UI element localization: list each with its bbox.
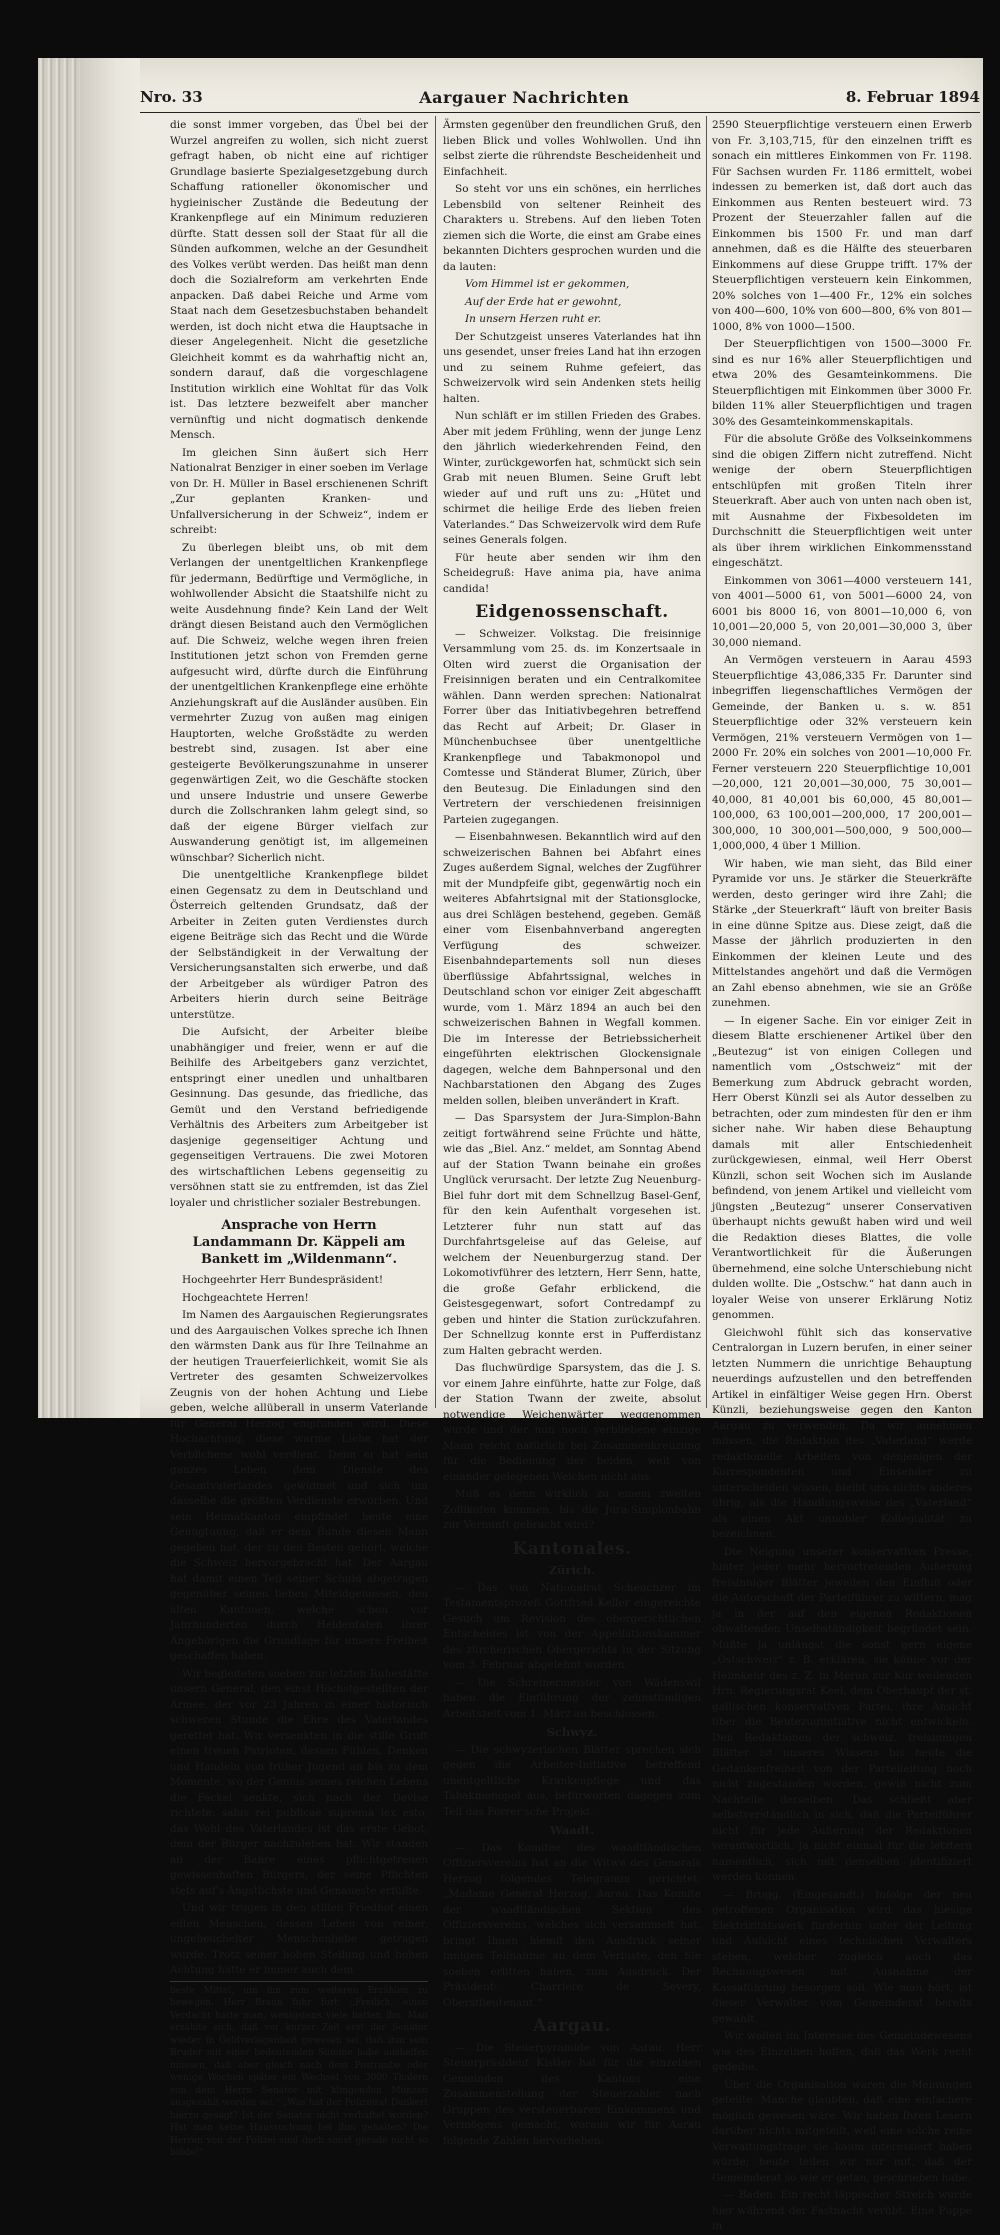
- speech-paragraph: Und wir trugen in den stillen Friedhof einen edlen Menschen, dessen Leben von reiner, ungeheuchelter Menschenliebe getragen wurde. Trotz seiner hohen Stellung und hohen Achtung hatte er immer auch dem: [170, 1902, 428, 1976]
- news-paragraph: An Vermögen versteuern in Aarau 4593 Steuerpflichtige 43,086,335 Fr. Darunter sind inbegriffen liegenschaftliches Vermögen der Gemeinde, der Banken u. s. w. 851 Steuerpflichtige oder 32% versteuern kein Vermögen, 21% versteuern Vermögen von 1—2000 Fr. 20% ein solches von 2001—10,000 Fr. Ferner versteuern 220 Steuerpflichtige 10,001—20,000, 121 20,001—30,000, 75 30,001—40,000, 81 40,001 bis 60,000, 45 80,001—100,000, 63 100,001—200,000, 17 200,001—300,000, 10 300,001—500,000, 9 500,000—1,000,000, 4 über 1 Million.: [712, 654, 972, 852]
- column-3: [712, 118, 972, 2232]
- news-paragraph: — Das Komitee des waadtländischen Offiziersvereins hat an die Witwe des Generals Herzog folgendes Telegramm gerichtet: „Madame General Herzog, Aarau. Das Komite der waadtländischen Sektion des Offiziersvereins, welches sich versammelt hat, bringt Ihnen hiemit den Ausdruck seiner innigen Teilnahme an dem Verluste, den Sie soeben erlitten haben, zum Ausdruck. Der Präsident: Charriere de Severy, Oberstlieutenant.“: [443, 1841, 701, 2009]
- verse-line: In unsern Herzen ruht er.: [465, 313, 602, 325]
- speech-paragraph: So steht vor uns ein schönes, ein herrliches Lebensbild von seltener Reinheit des Charakters u. Strebens. Auf den lieben Toten ziemen sich die Worte, die einst am Grabe eines bekannten Dichters gesprochen wurden und die da lauten:: [443, 183, 701, 273]
- news-paragraph: Der Steuerpflichtigen von 1500—3000 Fr. sind es nur 16% aller Steuerpflichtigen und etwa 20% des Gesamteinkommens. Die Steuerpflichtigen mit Einkommen über 3000 Fr. bilden 11% aller Steuerpflichtigen und tragen 30% des Gesamteinkommenskapitals.: [712, 338, 972, 428]
- section-title-kantonales: Kantonales.: [512, 1538, 632, 1559]
- news-paragraph: 2590 Steuerpflichtige versteuern einen Erwerb von Fr. 3,103,715, für den einzelnen trifft es sonach ein mittleres Einkommen von Fr. 1198. Für Sachsen wurden Fr. 1186 ermittelt, wobei indessen zu bemerken ist, daß dort auch das Einkommen aus Renten besteuert wird. 73 Prozent der Steuerzahler fallen auf die Einkommen bis 1500 Fr. und man darf annehmen, daß es die Hälfte des steuerbaren Einkommens auf diese Gruppe trifft. 17% der Steuerpflichtigen versteuern kein Einkommen, 20% solches von 1—400 Fr., 12% ein solches von 400—600, 10% von 600—800, 6% von 801—1000, 8% von 1000—1500.: [712, 119, 972, 333]
- news-paragraph: — Eisenbahnwesen. Bekanntlich wird auf den schweizerischen Bahnen bei Abfahrt eines Zuges außerdem Signal, welches der Zugführer mit der Mundpfeife gibt, gegenwärtig noch ein weiteres Abfahrtsignal mit der Stationsglocke, aus drei Schlägen bestehend, gegeben. Gemäß einer vom Eisenbahnverband angeregten Verfügung des schweizer. Eisenbahndepartements soll nun dieses überflüssige Abfahrtssignal, welches in Deutschland schon vor einiger Zeit abgeschafft wurde, vom 1. März 1894 an auch bei den schweizerischen Bahnen in Wegfall kommen. Die im Interesse der Betriebssicherheit eingeführten elektrischen Glockensignale dagegen, welche dem Bahnpersonal und den Nachbarstationen den Abgang des Zuges melden sollen, bleiben unverändert in Kraft.: [443, 831, 701, 1107]
- news-paragraph: — Die Steuerpyramide von Aarau. Herr Steuerpräsident Kistler hat für die einzelnen Gemeinden des Kantons eine Zusammenstellung der Steuerzahler nach Gruppen des versteuerbaren Einkommens und Vermögens gemacht, woraus wir für Aarau folgende Zahlen hervorheben:: [443, 2041, 701, 2147]
- article-paragraph: Im gleichen Sinn äußert sich Herr Nationalrat Benziger in einer soeben im Verlage von Dr. H. Müller in Basel erschienenen Schrift „Zur geplanten Kranken- und Unfallversicherung in der Schweiz“, indem er schreibt:: [170, 446, 428, 536]
- issue-number: Nro. 33: [140, 88, 203, 106]
- news-paragraph: — Baden. Ein recht läppischer Streich wurde hier während der Fastnacht verübt. Eine Puppe in: [712, 2189, 972, 2232]
- column-divider-2: [706, 116, 707, 1408]
- feuilleton-footnote: beste Mittel, um ihn zum weiteren Erzählen zu bewegen. Herr Braun fuhr fort: „Freilich, einen Verdacht hatte man, wenigstens viele hatten ihn. Man erzählte sich, daß vor kurzer Zeit erst der Senator wieder in Geldverlegenheit gewesen sei, daß ihm sein Bruder mit einer bedeutenden Summe habe aushelfen müssen, daß aber gleich nach dem Postraube oder wenige Wochen später ein Wechsel von 3000 Thalern von dem Herrn Senator mit klingenden Münzen ausgezahlt worden sei.“ „Was hat der Polizeirat Dankert hierzu gesagt? Ist der Senator nicht verhaftet worden? Hat man keine Haussuchung bei ihm gehalten? Die Herren von der Polizei sind doch sonst gerade nicht so blöde!“: [170, 1981, 428, 2160]
- subsection-zurich: Zürich.: [548, 1563, 596, 1577]
- salutation: Hochgeehrter Herr Bundespräsident!: [182, 1274, 384, 1286]
- news-paragraph: — Die Schreinermeister von Wädenswil haben die Einführung der zehnstündigen Arbeitszeit vom 1. März an beschlossen.: [443, 1676, 701, 1720]
- news-paragraph: Die Neigung unserer konservativen Presse, hinter jeder mehr hervortretenden Äußerung freisinniger Blätter jeweilen den Einfluß oder die Autorschaft der Parteiführer zu wittern, mag ja in der auf den eigenen Redaktionen obwaltenden Unselbständigkeit begründet sein. Mußte ja unlängst die sonst gern eigene „Ostschweiz“ z. B. erklären, sie könne vor der Heimkehr des z. Z. in Meran zur Kur weilenden Hrn. Regierungsrat Keel, dem Oberhaupt der st. gallischen konservativen Partei, ihre Ansicht über die Beutezuginitiative nicht entwickeln. Den Redaktionen der schweiz. freisinnigen Blätter ist unseres Wissens bis heute die Gedankenfreiheit von der Parteileitung noch nicht zugestanden worden, gewiß nicht zum Nachteile derselben. Das schließt aber selbstverständlich in sich, daß die Parteiführer nicht für jede Äußerung der Redaktionen verantwortlich, ja nicht einmal für die letztern namentlich, sich mit denselben identifiziert werden können.: [712, 1545, 972, 1883]
- verse-line: Auf der Erde hat er gewohnt,: [465, 295, 622, 308]
- article-paragraph: die sonst immer vorgeben, das Übel bei der Wurzel angreifen zu wollen, sich nicht zuerst gefragt haben, ob nicht eine auf richtiger Grundlage basierte Spezialgesetzgebung durch Schaffung rationeller ökonomischer und hygieinischer Zustände die Bedeutung der Krankenpflege auf ein Minimum reduzieren dürfte. Statt dessen soll der Staat für all die Sünden aufkommen, welche an der Gesundheit des Volkes verübt werden. Das heißt man denn doch die Sozialreform am verkehrten Ende anpacken. Daß dabei Reiche und Arme vom Staat nach dem Gesetzesbuchstaben behandelt werden, ist doch nicht etwa die Hauptsache in dieser Angelegenheit. Nicht die gesetzliche Gleichheit kommt es da wahrhaftig nicht an, sondern darauf, daß die vorgeschlagene Institution wirklich eine Wohltat für das Volk ist. Das letztere bezweifelt aber mancher vernünftig und nicht dogmatisch denkende Mensch.: [170, 119, 428, 441]
- speech-headline: Ansprache von Herrn Landammann Dr. Käppeli am Bankett im „Wildenmann“.: [192, 1218, 406, 1267]
- column-2: [443, 118, 701, 2147]
- news-paragraph: — Das von Nationalrat Scheuchzer im Testamentsprozeß Gottfried Keller eingereichte Gesuch um Revision des obergerichtlichen Entscheides ist von der Appellationskammer des zürcherischen Obergerichts in der Sitzung vom 3. Februar abgelehnt worden.: [443, 1581, 701, 1671]
- page-edge-stack: [38, 58, 80, 1418]
- article-paragraph: Die Aufsicht, der Arbeiter bleibe unabhängiger und freier, wenn er auf die Beihilfe des Arbeitgebers ganz verzichtet, entspringt einer unedlen und unhaltbaren Gesinnung. Das gesunde, das friedliche, das Gemüt und den Verstand befriedigende Verhältnis des Arbeiters zum Arbeitgeber ist dasjenige gegenseitiger Achtung und gegenseitigen Vertrauens. Die zwei Motoren des wirtschaftlichen Lebens gegenseitig zu versöhnen statt sie zu entfremden, ist das Ziel loyaler und christlicher sozialer Bestrebungen.: [170, 1026, 428, 1209]
- speech-paragraph: Für heute aber senden wir ihm den Scheidegruß: Have anima pia, have anima candida!: [443, 551, 701, 595]
- news-paragraph: Einkommen von 3061—4000 versteuern 141, von 4001—5000 61, von 5001—6000 24, von 6001 bis 8000 16, von 8001—10,000 6, von 10,001—20,000 5, von 20,001—30,000 3, über 30,000 niemand.: [712, 574, 972, 649]
- speech-paragraph: Wir begleiteten soeben zur letzten Ruhestätte unsern General, den einst Höchstgestellten der Armee, der vor 23 Jahren in einer historisch schweren Stunde die Ehre des Vaterlandes gerettet hat. Wir versenkten in die stille Gruft einen treuen Patrioten, dessen Fühlen, Denken und Handeln von früher Jugend an bis zu dem Momente, wo der Genius seines reichen Lebens die Fackel senkte, sich nach der Devise richtete: salus rei publicae suprema lex esto, das Wohl des Vaterlandes ist das erste Gebot, dem der Bürger nachzuleben hat. Wir standen an der Bahre eines pflichtgetreuen gewissenhaften Bürgers, der seine Pflichten stets auf's Ängstlichste und Genaueste erfüllte.: [170, 1667, 428, 1897]
- subsection-schwyz: Schwyz.: [546, 1725, 598, 1739]
- page-header: [140, 86, 980, 108]
- subsection-waadt: Waadt.: [549, 1823, 595, 1837]
- news-paragraph: — Das Sparsystem der Jura-Simplon-Bahn zeitigt fortwährend seine Früchte und hätte, wie das „Biel. Anz.“ meldet, am Sonntag Abend auf der Station Twann beinahe ein großes Unglück verursacht. Der letzte Zug Neuenburg-Biel fuhr dort mit dem Schnellzug Basel-Genf, für den kein Aufenthalt vorgesehen ist. Letzterer fuhr nun statt auf das Durchfahrtsgeleise auf das Geleise, auf welchem der Neuenburgerzug stand. Der Lokomotivführer des letztern, Herr Senn, hatte, die große Gefahr erblickend, die Geistesgegenwart, sofort Contredampf zu geben und hinter die Station zurückzufahren. Der Schnellzug konnte erst in Pufferdistanz zum Halten gebracht werden.: [443, 1112, 701, 1357]
- section-title-aargau: Aargau.: [533, 2016, 611, 2036]
- salutation: Hochgeachtete Herren!: [182, 1291, 309, 1304]
- speech-paragraph: Nun schläft er im stillen Frieden des Grabes. Aber mit jedem Frühling, wenn der junge Lenz den jährlich wiederkehrenden Feind, den Winter, zurückgeworfen hat, schmückt sich sein Grab mit neuen Blumen. Seine Gruft lebt wieder auf und ruft uns zu: „Hütet und schirmet die heilige Erde des lieben freien Vaterlandes.“ Das Schweizervolk wird dem Rufe seines Generals folgen.: [443, 410, 701, 546]
- column-1: [170, 118, 428, 2158]
- news-paragraph: — In eigener Sache. Ein vor einiger Zeit in diesem Blatte erschienener Artikel über den „Beutezug“ ist von einigen Collegen und namentlich vom „Ostschweiz“ mit der Bemerkung zum Abdruck gebracht worden, Herr Oberst Künzli sei als Autor desselben zu betrachten, oder zum mindesten für den er ihm sicher nahe. Wir haben diese Behauptung damals mit aller Entschiedenheit zurückgewiesen, einmal, weil Herr Oberst Künzli, schon seit Wochen sich im Auslande befindend, von jenem Artikel und vielleicht vom jüngsten „Beutezug“ unserer Conservativen überhaupt nichts gewußt haben wird und weil die Redaktion dieses Blattes, die volle Verantwortlichkeit für die Äußerungen übernehmend, eine solche Unterschiebung nicht dulden wollte. Die „Ostschw.“ hat dann auch in loyaler Weise von unserer Erklärung Notiz genommen.: [712, 1014, 972, 1321]
- news-paragraph: Wir wollen im Interesse des Gemeindewesens wie des Einzelnen hoffen, daß das Werk recht gedeihe.: [712, 2030, 972, 2073]
- news-paragraph: — Schweizer. Volkstag. Die freisinnige Versammlung vom 25. ds. im Konzertsaale in Olten wird zuerst die Organisation der Freisinnigen beraten und ein Centralkomitee wählen. Dann werden sprechen: Nationalrat Forrer über das Initiativbegehren betreffend das Recht auf Arbeit; Dr. Glaser in Münchenbuchsee über unentgeltliche Krankenpflege und Tabakmonopol und Comtesse und Ständerat Blumer, Zürich, über den Beuteзug. Die Einladungen sind den Vertretern der verschiedenen freisinnigen Parteien zugegangen.: [443, 627, 701, 826]
- speech-paragraph: Der Schutzgeist unseres Vaterlandes hat ihn uns gesendet, unser freies Land hat ihn erzogen und zu seinem Ruhme gefeiert, das Schweizervolk wird sein Andenken stets heilig halten.: [443, 330, 701, 405]
- news-paragraph: Wir haben, wie man sieht, das Bild einer Pyramide vor uns. Je stärker die Steuerkräfte werden, desto geringer wird ihre Zahl; die Stärke „der Steuerkraft“ läuft von breiter Basis in eine dünne Spitze aus. Diese zeigt, daß die Masse der jährlich produzierten in den Einkommen der kleinen Leute und des Mittelstandes angehört und daß die Vermögen an Zahl ebenso abnehmen, wie sie an Größe zunehmen.: [712, 857, 972, 1009]
- news-paragraph: Gleichwohl fühlt sich das konservative Centralorgan in Luzern berufen, in einer seiner letzten Nummern die unrichtige Behauptung neuerdings aufzustellen und den betreffenden Artikel in einfältiger Weise gegen Hrn. Oberst Künzli, beziehungsweise gegen den Kanton Aargau zu verwenden. Da wir annehmen müssen, die Redaktion des „Vaterland“ werde redaktionelle Arbeiten von denjenigen der Korrespondenten und Einsender zu unterscheiden wissen, bleibt uns nichts anderes übrig, als die Handlungsweise des „Vaterland“ als einen Akt unnobler Kollegialität zu bezeichnen.: [712, 1326, 972, 1540]
- article-paragraph: Die unentgeltliche Krankenpflege bildet einen Gegensatz zu dem in Deutschland und Österreich geltenden Grundsatz, daß der Arbeiter in Zeiten guten Verdienstes durch eigene Beiträge sich das Recht und die Würde der Selbständigkeit in der Verwaltung der Versicherungsanstalten sich erwerbe, und daß der Arbeitgeber als würdiger Patron des Arbeiters hierin durch seine Beiträge unterstütze.: [170, 869, 428, 1021]
- news-paragraph: — Die schwyzerischen Blätter sprechen sich gegen die Arbeiter-Initiative betreffend unentgeltliche Krankenpflege und das Tabakmonopol aus, befürworten dagegen zum Teil das Forrer'sche Projekt.: [443, 1743, 701, 1818]
- news-paragraph: — Brugg. (Eingesandt.) Infolge der neu getroffenen Organisation wird das hiesige Elektrizitätswerk fürderhin unter der Leitung und Aufsicht eines technischen Verwalters stehen, welcher zugleich auch das Rechnungswesen mit Ausnahme der Kassaführung besorgen soll. Wie man hört, ist dieser Verwalter vom Gemeinderat bereits gewählt.: [712, 1888, 972, 2025]
- news-paragraph: Das fluchwürdige Sparsystem, das die J. S. vor einem Jahre einführte, hatte zur Folge, daß der Station Twann der zweite, absolut notwendige Weichenwärter weggenommen wurde und der nun noch verbliebene einzige Mann reicht natürlich bei Zusammenkreuzung für die Bedienung der beiden, weit von einander gelegenen Weichen nicht aus.: [443, 1362, 701, 1483]
- news-paragraph: Muß es denn wirklich zu einem zweiten Zollikofen kommen, bis die Jura-Simplonbahn zur Vernunft gebracht wird?: [443, 1488, 701, 1531]
- speech-paragraph: Ärmsten gegenüber den freundlichen Gruß, den lieben Blick und volles Wohlwollen. Und ihn selbst zierte die rührendste Bescheidenheit und Einfachheit.: [443, 119, 701, 178]
- section-title-eidgenossenschaft: Eidgenossenschaft.: [475, 602, 669, 622]
- article-paragraph: Zu überlegen bleibt uns, ob mit dem Verlangen der unentgeltlichen Krankenpflege für jedermann, Bedürftige und Vermögliche, in wohlwollender Absicht die Staatshilfe nicht zu weite Ausdehnung finde? Kein Land der Welt drängt diesen Beistand auch den Vermöglichen auf. Die Schweiz, welche wegen ihren freien Institutionen jetzt schon von Fremden gerne aufgesucht wird, dürfte durch die Einführung der unentgeltlichen Krankenpflege eine erhöhte Anziehungskraft auf die Ausländer ausüben. Ein vermehrter Zuzug von außen mag einigen Hauptorten, welche Großstädte zu werden bestrebt sind, zusagen. Ist aber eine gesteigerte Bevölkerungszunahme in unserer gegenwärtigen Zeit, wo die Geschäfte stocken und unsere Industrie und unsere Gewerbe durch die Zollschranken lahm gelegt sind, so daß der eigene Bürger vielfach zur Auswanderung genötigt ist, im allgemeinen wünschbar? Sicherlich nicht.: [170, 541, 428, 864]
- verse-line: Vom Himmel ist er gekommen,: [465, 278, 630, 290]
- page-fold-shadow: [80, 58, 140, 1418]
- news-paragraph: Über die Organisation waren die Meinungen geteilte. Manche glaubten, daß eine einfachere möglich gewesen wäre. Wir haben Ihren Lesern darüber nichts mitgeteilt, weil eine solche reine Verwaltungsfrage sie kaum interessiert haben würde; heute teilen wir nur mit, daß der Gemeinderat so wie er getan, geschrieben habe.: [712, 2078, 972, 2184]
- speech-paragraph: Im Namen des Aargauischen Regierungsrates und des Aargauischen Volkes spreche ich Ihnen den wärmsten Dank aus für Ihre Teilnahme an der heutigen Trauerfeierlichkeit, womit Sie als Vertreter des gesamten Schweizervolkes Zeugnis von der hohen Achtung und Liebe geben, welche allüberall in unserm Vaterlande für General Herzog empfunden wird. Diese Hochachtung, diese warme Liebe hat der Verblichene wohl verdient. Denn er hat sein ganzes Leben dem Dienste des Gesamtvaterlandes gewidmet und sich um dasselbe die größten Verdienste erworben. Und sein Heimatkanton empfindet heute eine Genugtuung, daß er dem Bunde diesen Mann gegeben hat, der zu den Besten gehört, welche die Schweiz hervorgebracht hat. Der Aargau hat damit einen Teil seiner Schuld abgetragen gegenüber seinen lieben Miteidgenossen, den alten Kantonen, welche schon vor Jahrhunderten durch Heldentaten ihrer Angehörigen die Grundlage für unsere Freiheit geschaffen haben.: [170, 1309, 428, 1662]
- header-rule: [140, 112, 980, 113]
- masthead: Aargauer Nachrichten: [419, 87, 630, 107]
- issue-date: 8. Februar 1894: [845, 88, 980, 106]
- column-divider-1: [435, 116, 436, 1408]
- news-paragraph: Für die absolute Größe des Volkseinkommens sind die obigen Ziffern nicht zutreffend. Nicht wenige der obern Steuerpflichtigen entschlüpfen mit großen Titeln ihrer Steuerkraft. Aber auch von unten nach oben ist, mit Ausnahme der Fixbesoldeten im Durchschnitt die Steuerpflichtigen weit unter als über ihrem wirklichen Einkommensstand eingeschätzt.: [712, 433, 972, 569]
